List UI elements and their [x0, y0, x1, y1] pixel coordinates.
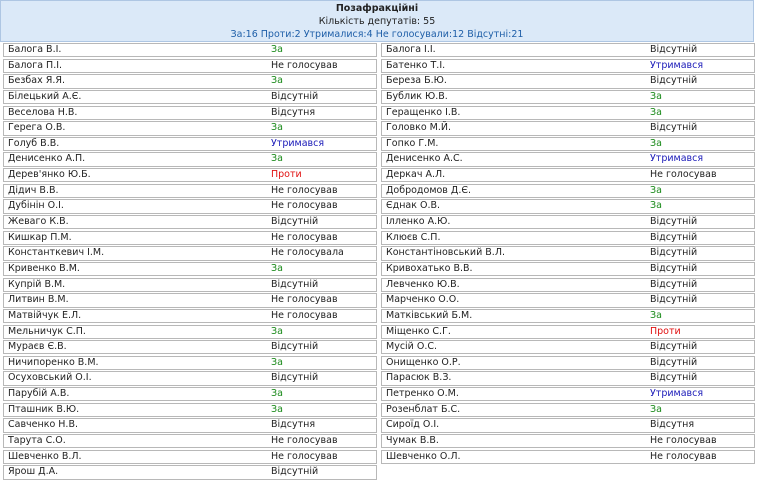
- deputy-name: Герега О.В.: [8, 122, 66, 134]
- deputy-name: Кривенко В.М.: [8, 262, 80, 274]
- deputy-name: Чумак В.В.: [386, 435, 439, 447]
- deputy-row: [381, 309, 755, 323]
- deputy-vote: Утримався: [650, 153, 704, 165]
- deputy-vote: За: [650, 200, 662, 212]
- deputy-name: Савченко Н.В.: [8, 419, 78, 431]
- deputy-vote: Не голосував: [271, 184, 338, 196]
- deputy-name: Голуб В.В.: [8, 137, 60, 149]
- deputy-name: Купрій В.М.: [8, 278, 66, 290]
- deputy-name: Геращенко І.В.: [386, 106, 461, 118]
- deputy-name: Осуховський О.І.: [8, 372, 92, 384]
- deputy-row: [3, 59, 377, 73]
- deputy-row: [381, 450, 755, 464]
- deputy-vote: Відсутній: [650, 372, 698, 384]
- deputy-name: Матківський Б.М.: [386, 309, 473, 321]
- deputy-name: Дубінін О.І.: [8, 200, 64, 212]
- deputy-name: Литвин В.М.: [8, 294, 69, 306]
- deputy-vote: За: [271, 122, 283, 134]
- deputy-vote: Проти: [650, 325, 681, 337]
- deputy-row: [381, 387, 755, 401]
- deputy-row: [3, 43, 377, 57]
- deputy-name: Ярош Д.А.: [8, 466, 59, 478]
- deputy-name: Шевченко О.Л.: [386, 450, 461, 462]
- deputy-vote: Відсутній: [650, 262, 698, 274]
- deputy-vote: Відсутня: [271, 419, 316, 431]
- deputy-row: [3, 199, 377, 213]
- deputy-vote: За: [650, 90, 662, 102]
- faction-title: Позафракційні: [335, 3, 419, 14]
- deputy-row: [381, 184, 755, 198]
- deputies-count: Кількість депутатів: 55: [318, 16, 436, 27]
- deputy-row: [3, 90, 377, 104]
- deputy-row: [381, 199, 755, 213]
- deputy-name: Дідич В.В.: [8, 184, 59, 196]
- deputy-name: Пташник В.Ю.: [8, 403, 80, 415]
- deputy-row: [3, 309, 377, 323]
- deputy-name: Кишкар П.М.: [8, 231, 72, 243]
- deputy-name: Головко М.Й.: [386, 122, 452, 134]
- deputy-name: Гопко Г.М.: [386, 137, 439, 149]
- deputy-vote: Відсутній: [271, 278, 319, 290]
- deputy-vote: Відсутній: [650, 247, 698, 259]
- deputy-name: Парасюк В.З.: [386, 372, 452, 384]
- deputy-name: Балога П.І.: [8, 59, 63, 71]
- deputy-name: Мусій О.С.: [386, 341, 438, 353]
- deputy-vote: Не голосував: [650, 169, 717, 181]
- deputy-vote: Відсутній: [650, 216, 698, 228]
- deputy-row: [3, 450, 377, 464]
- deputy-row: [381, 90, 755, 104]
- deputy-name: Кривохатько В.В.: [386, 262, 473, 274]
- deputy-name: Бублик Ю.В.: [386, 90, 448, 102]
- deputy-row: [3, 434, 377, 448]
- faction-header: [0, 0, 754, 42]
- deputy-vote: Відсутній: [650, 356, 698, 368]
- deputy-name: Безбах Я.Я.: [8, 75, 65, 87]
- deputy-vote: Не голосував: [271, 435, 338, 447]
- deputy-vote: Відсутній: [271, 372, 319, 384]
- deputy-name: Міщенко С.Г.: [386, 325, 451, 337]
- deputy-row: [381, 278, 755, 292]
- deputy-row: [3, 340, 377, 354]
- deputy-vote: За: [650, 184, 662, 196]
- deputy-row: [381, 371, 755, 385]
- deputy-vote: За: [271, 44, 283, 55]
- deputy-vote: Не голосував: [271, 309, 338, 321]
- deputy-vote: Не голосував: [271, 450, 338, 462]
- vote-summary: За:16 Проти:2 Утрималися:4 Не голосували:12 Відсутні:21: [230, 29, 524, 40]
- deputy-vote: Відсутній: [650, 278, 698, 290]
- deputy-vote: За: [271, 153, 283, 165]
- deputy-row: [381, 106, 755, 120]
- deputy-name: Мураєв Є.В.: [8, 341, 67, 353]
- deputy-vote: Відсутній: [650, 231, 698, 243]
- deputy-name: Константіновський В.Л.: [386, 247, 505, 259]
- deputy-vote: Відсутній: [650, 341, 698, 353]
- deputy-name: Жеваго К.В.: [8, 216, 69, 228]
- deputy-row: [381, 293, 755, 307]
- deputy-name: Мельничук С.П.: [8, 325, 86, 337]
- deputy-row: [381, 43, 755, 57]
- deputy-row: [3, 325, 377, 339]
- deputy-row: [3, 246, 377, 260]
- deputy-vote: Не голосував: [650, 435, 717, 447]
- deputy-row: [3, 106, 377, 120]
- deputy-row: [3, 152, 377, 166]
- deputy-name: Ничипоренко В.М.: [8, 356, 99, 368]
- deputy-vote: Не голосувала: [271, 247, 344, 259]
- deputy-row: [381, 356, 755, 370]
- deputy-name: Петренко О.М.: [386, 388, 459, 400]
- deputy-vote: Не голосував: [271, 200, 338, 212]
- deputy-vote: Відсутній: [650, 294, 698, 306]
- deputy-name: Ілленко А.Ю.: [386, 216, 451, 228]
- deputy-vote: Утримався: [271, 137, 325, 149]
- deputy-name: Парубій А.В.: [8, 388, 70, 400]
- deputy-vote: Відсутній: [650, 122, 698, 134]
- deputy-name: Клюєв С.П.: [386, 231, 441, 243]
- deputy-vote: За: [650, 309, 662, 321]
- deputy-vote: За: [271, 262, 283, 274]
- deputy-vote: Відсутній: [271, 90, 319, 102]
- deputy-name: Білецький А.Є.: [8, 90, 82, 102]
- deputy-row: [3, 262, 377, 276]
- deputy-vote: За: [271, 388, 283, 400]
- deputy-row: [3, 371, 377, 385]
- deputy-name: Деркач А.Л.: [386, 169, 446, 181]
- deputy-name: Балога І.І.: [386, 44, 436, 55]
- deputy-vote: За: [271, 75, 283, 87]
- deputy-row: [381, 246, 755, 260]
- deputy-name: Батенко Т.І.: [386, 59, 446, 71]
- deputy-name: Єднак О.В.: [386, 200, 441, 212]
- deputy-name: Шевченко В.Л.: [8, 450, 82, 462]
- deputy-row: [381, 403, 755, 417]
- deputy-row: [3, 231, 377, 245]
- deputy-name: Тарута С.О.: [8, 435, 66, 447]
- deputy-row: [381, 325, 755, 339]
- deputy-name: Береза Б.Ю.: [386, 75, 447, 87]
- deputy-vote: Відсутній: [271, 466, 319, 478]
- deputy-row: [381, 262, 755, 276]
- deputy-row: [3, 215, 377, 229]
- deputy-row: [381, 74, 755, 88]
- deputy-vote: За: [650, 106, 662, 118]
- deputy-vote: Не голосував: [271, 231, 338, 243]
- deputy-row: [381, 340, 755, 354]
- deputy-row: [3, 403, 377, 417]
- deputy-name: Дерев'янко Ю.Б.: [8, 169, 91, 181]
- deputy-row: [381, 59, 755, 73]
- deputy-row: [381, 231, 755, 245]
- deputy-name: Онищенко О.Р.: [386, 356, 461, 368]
- deputy-name: Денисенко А.П.: [8, 153, 86, 165]
- deputy-row: [3, 293, 377, 307]
- deputy-row: [3, 418, 377, 432]
- deputy-name: Матвійчук Е.Л.: [8, 309, 82, 321]
- deputies-column-left: [3, 43, 377, 481]
- deputy-vote: Відсутня: [650, 419, 695, 431]
- deputy-row: [381, 418, 755, 432]
- deputy-row: [3, 465, 377, 479]
- deputy-name: Балога В.І.: [8, 44, 62, 55]
- deputy-vote: Відсутній: [650, 44, 698, 55]
- deputy-vote: Не голосував: [271, 294, 338, 306]
- deputy-name: Сироїд О.І.: [386, 419, 440, 431]
- deputy-vote: Утримався: [650, 388, 704, 400]
- deputy-name: Веселова Н.В.: [8, 106, 78, 118]
- deputy-row: [381, 137, 755, 151]
- deputy-row: [3, 168, 377, 182]
- deputy-name: Марченко О.О.: [386, 294, 460, 306]
- deputy-vote: Утримався: [650, 59, 704, 71]
- deputy-row: [381, 215, 755, 229]
- deputy-name: Денисенко А.С.: [386, 153, 463, 165]
- deputy-name: Левченко Ю.В.: [386, 278, 460, 290]
- deputy-vote: За: [650, 137, 662, 149]
- deputy-row: [3, 74, 377, 88]
- deputy-row: [381, 434, 755, 448]
- deputy-name: Розенблат Б.С.: [386, 403, 461, 415]
- deputy-name: Константкевич І.М.: [8, 247, 105, 259]
- deputy-vote: Не голосував: [271, 59, 338, 71]
- deputy-vote: За: [650, 403, 662, 415]
- deputy-row: [3, 387, 377, 401]
- deputy-row: [381, 168, 755, 182]
- deputy-vote: Не голосував: [650, 450, 717, 462]
- deputy-row: [3, 137, 377, 151]
- deputy-vote: Відсутня: [271, 106, 316, 118]
- deputy-row: [3, 278, 377, 292]
- deputy-name: Добродомов Д.Є.: [386, 184, 472, 196]
- deputy-vote: Відсутній: [271, 341, 319, 353]
- deputy-vote: Проти: [271, 169, 302, 181]
- deputy-row: [381, 152, 755, 166]
- deputy-row: [381, 121, 755, 135]
- deputy-row: [3, 184, 377, 198]
- deputy-vote: Відсутній: [271, 216, 319, 228]
- deputy-vote: За: [271, 325, 283, 337]
- deputy-vote: За: [271, 356, 283, 368]
- deputy-vote: За: [271, 403, 283, 415]
- deputy-vote: Відсутній: [650, 75, 698, 87]
- deputy-row: [3, 356, 377, 370]
- deputies-column-right: [381, 43, 755, 465]
- deputy-row: [3, 121, 377, 135]
